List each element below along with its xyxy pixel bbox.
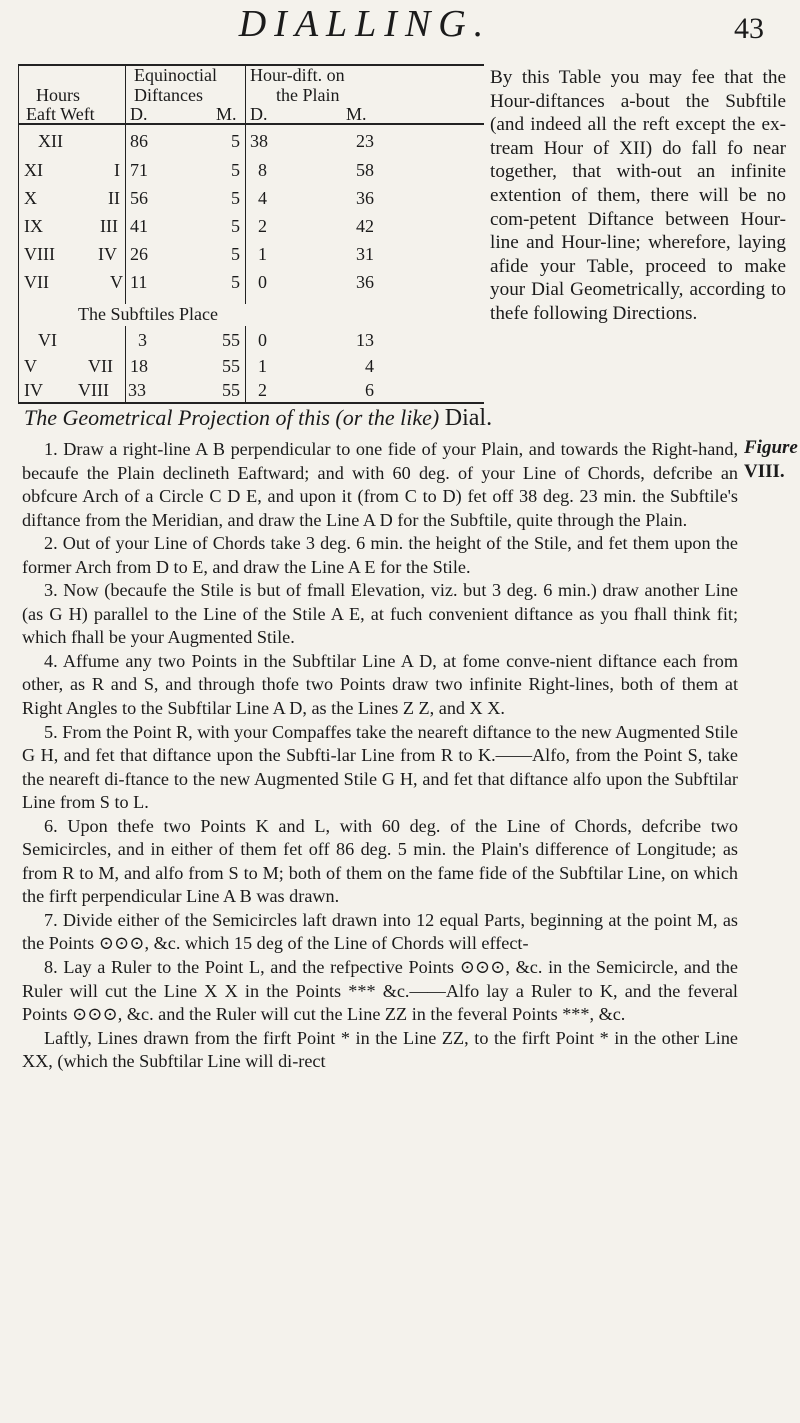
eq-deg: 71 — [130, 160, 148, 180]
hour-east: VII — [24, 272, 49, 292]
header-hourdist-2: the Plain — [276, 85, 340, 105]
hour-east: VIII — [24, 244, 55, 264]
header-hd-d: D. — [250, 104, 268, 124]
header-equinoctial: Equinoctial — [134, 65, 217, 85]
table-col-rule-2 — [245, 64, 246, 304]
eq-deg: 33 — [128, 380, 146, 400]
substile-label: The Subftiles Place — [78, 304, 218, 324]
margin-figure-note — [744, 436, 800, 483]
header-hours-sub: Eaft Weft — [26, 104, 95, 124]
margin-figure-number: VIII. — [744, 460, 785, 482]
header-hd-m: M. — [346, 104, 367, 124]
hd-deg: 2 — [258, 216, 267, 236]
eq-deg: 56 — [130, 188, 148, 208]
eq-deg: 18 — [130, 356, 148, 376]
section-heading-italic: The Geometrical Projection of this (or the like) — [24, 405, 440, 430]
hour-east: XII — [38, 131, 63, 151]
paragraph-7: 7. Divide either of the Semicircles laft drawn into 12 equal Parts, beginning at the point M, as the Points ⊙⊙⊙, &c. which 15 deg of the Line of Chords will effect- — [22, 909, 738, 954]
table-col-rule-2b — [245, 326, 246, 404]
hour-east: XI — [24, 160, 43, 180]
eq-min: 5 — [231, 131, 240, 151]
hd-min: 58 — [356, 160, 374, 180]
eq-min: 55 — [222, 330, 240, 350]
hd-deg: 0 — [258, 272, 267, 292]
hd-min: 36 — [356, 188, 374, 208]
eq-deg: 3 — [138, 330, 147, 350]
table-col-rule-1b — [125, 326, 126, 404]
hd-deg: 4 — [258, 188, 267, 208]
table-bottom-rule — [18, 402, 484, 404]
hd-deg: 2 — [258, 380, 267, 400]
paragraph-9: Laftly, Lines drawn from the firft Point * in the Line ZZ, to the firft Point * in the other Line XX, (which the Subftilar Line will di-rect — [22, 1027, 738, 1072]
hour-west: IV — [98, 244, 117, 264]
hd-min: 6 — [365, 380, 374, 400]
hd-deg: 8 — [258, 160, 267, 180]
running-head: DIALLING. — [238, 3, 492, 45]
header-hours: Hours — [36, 85, 80, 105]
section-heading-roman: Dial. — [444, 405, 493, 431]
hour-west: VIII — [78, 380, 109, 400]
page-number: 43 — [734, 12, 764, 45]
hd-min: 4 — [365, 356, 374, 376]
eq-deg: 86 — [130, 131, 148, 151]
margin-figure-word: Figure — [744, 437, 798, 458]
hour-east: IX — [24, 216, 43, 236]
paragraph-2: 2. Out of your Line of Chords take 3 deg. 6 min. the height of the Stile, and fet them upon the former Arch from D to E, and draw the Line A E for the Stile. — [22, 533, 738, 577]
eq-deg: 41 — [130, 216, 148, 236]
hd-deg: 1 — [258, 244, 267, 264]
hd-deg: 0 — [258, 330, 267, 350]
section-heading — [24, 405, 784, 432]
hd-min: 42 — [356, 216, 374, 236]
hour-east: X — [24, 188, 37, 208]
hour-east: IV — [24, 380, 43, 400]
hour-west: V — [110, 272, 123, 292]
eq-min: 5 — [231, 188, 240, 208]
paragraph-5: 5. From the Point R, with your Compaffes take the neareft diftance to the new Augmented Stile G H, and fet that diftance upon the Subfti-lar Line from R to K.——Alfo, from the Point S, take the neareft di-ftance to the new Augmented Stile G H, and fet that diftance alfo upon the Subftilar Line from S to L. — [22, 721, 738, 813]
eq-min: 55 — [222, 380, 240, 400]
header-eq-m: M. — [216, 104, 237, 124]
paragraph-6: 6. Upon thefe two Points K and L, with 60 deg. of the Line of Chords, defcribe two Semicircles, and in either of them fet off 86 deg. 5 min. the Plain's difference of Longitude; as from R to M, and alfo from S to M; both of them on the fame fide of the Subftilar Line, on which the firft perpendicular Line A B was drawn. — [22, 815, 738, 907]
eq-deg: 26 — [130, 244, 148, 264]
paragraph-1: 1. Draw a right-line A B perpendicular to one fide of your Plain, and towards the Right-hand, becaufe the Plain declineth Eaftward; and with 60 deg. of your Line of Chords, defcribe an obfcure Arch of a Circle C D E, and upon it (from C to D) fet off 38 deg. 23 min. the Subftile's diftance from the Meridian, and draw the Line A D for the Subftile, quite through the Plain. — [22, 439, 738, 530]
paragraph-3: 3. Now (becaufe the Stile is but of fmall Elevation, viz. but 3 deg. 6 min.) draw another Line (as G H) parallel to the Line of the Stile A E, at fuch convenient diftance as you fhall think fit; which fhall be your Augmented Stile. — [22, 580, 738, 648]
eq-min: 55 — [222, 356, 240, 376]
eq-min: 5 — [231, 272, 240, 292]
table-commentary: By this Table you may fee that the Hour-diftances a-bout the Subftile (and indeed all the reft except the ex-tream Hour of XII) do fall fo near together, that with-out an infinite extention of them, there will be no com-petent Diftance between Hour-line and Hour-line; wherefore, laying afide your Table, proceed to make your Dial Geometrically, according to thefe following Directions. — [490, 67, 786, 324]
hd-min: 13 — [356, 330, 374, 350]
eq-min: 5 — [231, 160, 240, 180]
hour-distance-table — [18, 64, 484, 406]
hd-deg: 38 — [250, 131, 268, 151]
paragraph-8: 8. Lay a Ruler to the Point L, and the refpective Points ⊙⊙⊙, &c. in the Semicircle, and the Ruler will cut the Line X X in the Points *** &c.——Alfo lay a Ruler to K, and the feveral Points ⊙⊙⊙, &c. and the Ruler will cut the Line ZZ in the feveral Points ***, &c. — [22, 957, 738, 1025]
table-col-rule-1 — [125, 64, 126, 304]
eq-min: 5 — [231, 244, 240, 264]
eq-deg: 11 — [130, 272, 148, 292]
header-hourdist: Hour-dift. on — [250, 65, 345, 85]
table-left-rule — [18, 64, 19, 404]
hd-min: 23 — [356, 131, 374, 151]
paragraph-4: 4. Affume any two Points in the Subftilar Line A D, at fome conve-nient diftance each from other, as R and S, and through thofe two Points draw two infinite Right-lines, both of them at Right Angles to the Subftilar Line A D, as the Lines Z Z, and X X. — [22, 650, 738, 719]
hour-west: VII — [88, 356, 113, 376]
hd-deg: 1 — [258, 356, 267, 376]
header-eq-d: D. — [130, 104, 148, 124]
instructions-body — [22, 438, 738, 1074]
eq-min: 5 — [231, 216, 240, 236]
hour-west: II — [108, 188, 120, 208]
hd-min: 36 — [356, 272, 374, 292]
hour-east: VI — [38, 330, 57, 350]
header-equinoctial-2: Diftances — [134, 85, 203, 105]
hour-west: I — [114, 160, 120, 180]
hour-east: V — [24, 356, 37, 376]
hd-min: 31 — [356, 244, 374, 264]
hour-west: III — [100, 216, 118, 236]
